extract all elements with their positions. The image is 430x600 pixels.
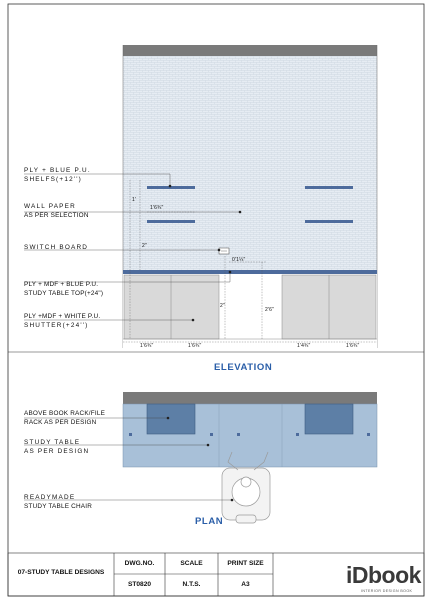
elevation-title: ELEVATION	[214, 362, 273, 373]
drawing-title: 07-STUDY TABLE DESIGNS	[17, 569, 105, 576]
wallpaper-area	[123, 56, 377, 270]
shelf-right-bottom	[305, 220, 353, 223]
dwg-no-value: ST0820	[127, 581, 152, 588]
label-rack-line1: ABOVE BOOK RACK/FILE	[24, 410, 106, 417]
plan-wall-top	[123, 392, 377, 404]
dim-table-height: 2'6"	[265, 307, 275, 313]
label-rack-line2: RACK AS PER DESIGN	[24, 419, 97, 426]
company-logo: iDbook	[346, 562, 421, 588]
dim-left-cabinet-a: 1'6¾"	[140, 343, 154, 349]
label-study-table-line2: AS PER DESIGN	[24, 448, 90, 455]
shelf-right-top	[305, 186, 353, 189]
dwg-no-header: DWG.NO.	[124, 560, 155, 567]
plan-rack-left	[147, 404, 195, 434]
plan-title: PLAN	[195, 516, 224, 527]
ceiling-band	[123, 45, 377, 56]
shutter-left	[124, 275, 219, 339]
label-shutter-line1: PLY +MDF + WHITE P.U.	[24, 313, 101, 320]
label-shutter-line2: SHUTTER(+24'')	[24, 322, 89, 329]
logo-tagline: INTERIOR DESIGN BOOK	[361, 589, 413, 593]
label-switch-board: SWITCH BOARD	[24, 244, 89, 251]
label-chair-line1: READYMADE	[24, 494, 76, 501]
study-table-top	[123, 270, 377, 274]
label-wallpaper-line1: WALL PAPER	[24, 203, 76, 210]
dim-board-gap: 2"	[142, 243, 147, 249]
label-wallpaper-line2: AS PER SELECTION	[24, 212, 89, 219]
dim-center-gap: 0'1¼"	[232, 257, 246, 263]
print-size-value: A3	[241, 581, 250, 588]
label-table-top-line2: STUDY TABLE TOP(+24")	[24, 290, 104, 297]
label-table-top-line1: PLY + MDF + BLUE P.U.	[24, 281, 99, 288]
dim-under-table: 2"	[220, 303, 225, 309]
label-shelfs-line1: PLY + BLUE P.U.	[24, 167, 91, 174]
label-study-table-line1: STUDY TABLE	[24, 439, 81, 446]
label-chair-line2: STUDY TABLE CHAIR	[24, 503, 93, 510]
shelf-left-bottom	[147, 220, 195, 223]
scale-header: SCALE	[180, 560, 203, 567]
print-size-header: PRINT SIZE	[227, 560, 264, 567]
dim-left-cabinet-b: 1'6¾"	[188, 343, 202, 349]
dim-right-cabinet-b: 1'6¾"	[346, 343, 360, 349]
dim-right-cabinet-a: 1'4¾"	[297, 343, 311, 349]
dim-shelf-width: 1'6¾"	[150, 205, 164, 211]
plan-rack-right	[305, 404, 353, 434]
scale-value: N.T.S.	[182, 581, 201, 588]
label-shelfs-line2: SHELFS(+12'')	[24, 176, 82, 183]
dim-shelf-gap: 1'	[132, 197, 137, 203]
